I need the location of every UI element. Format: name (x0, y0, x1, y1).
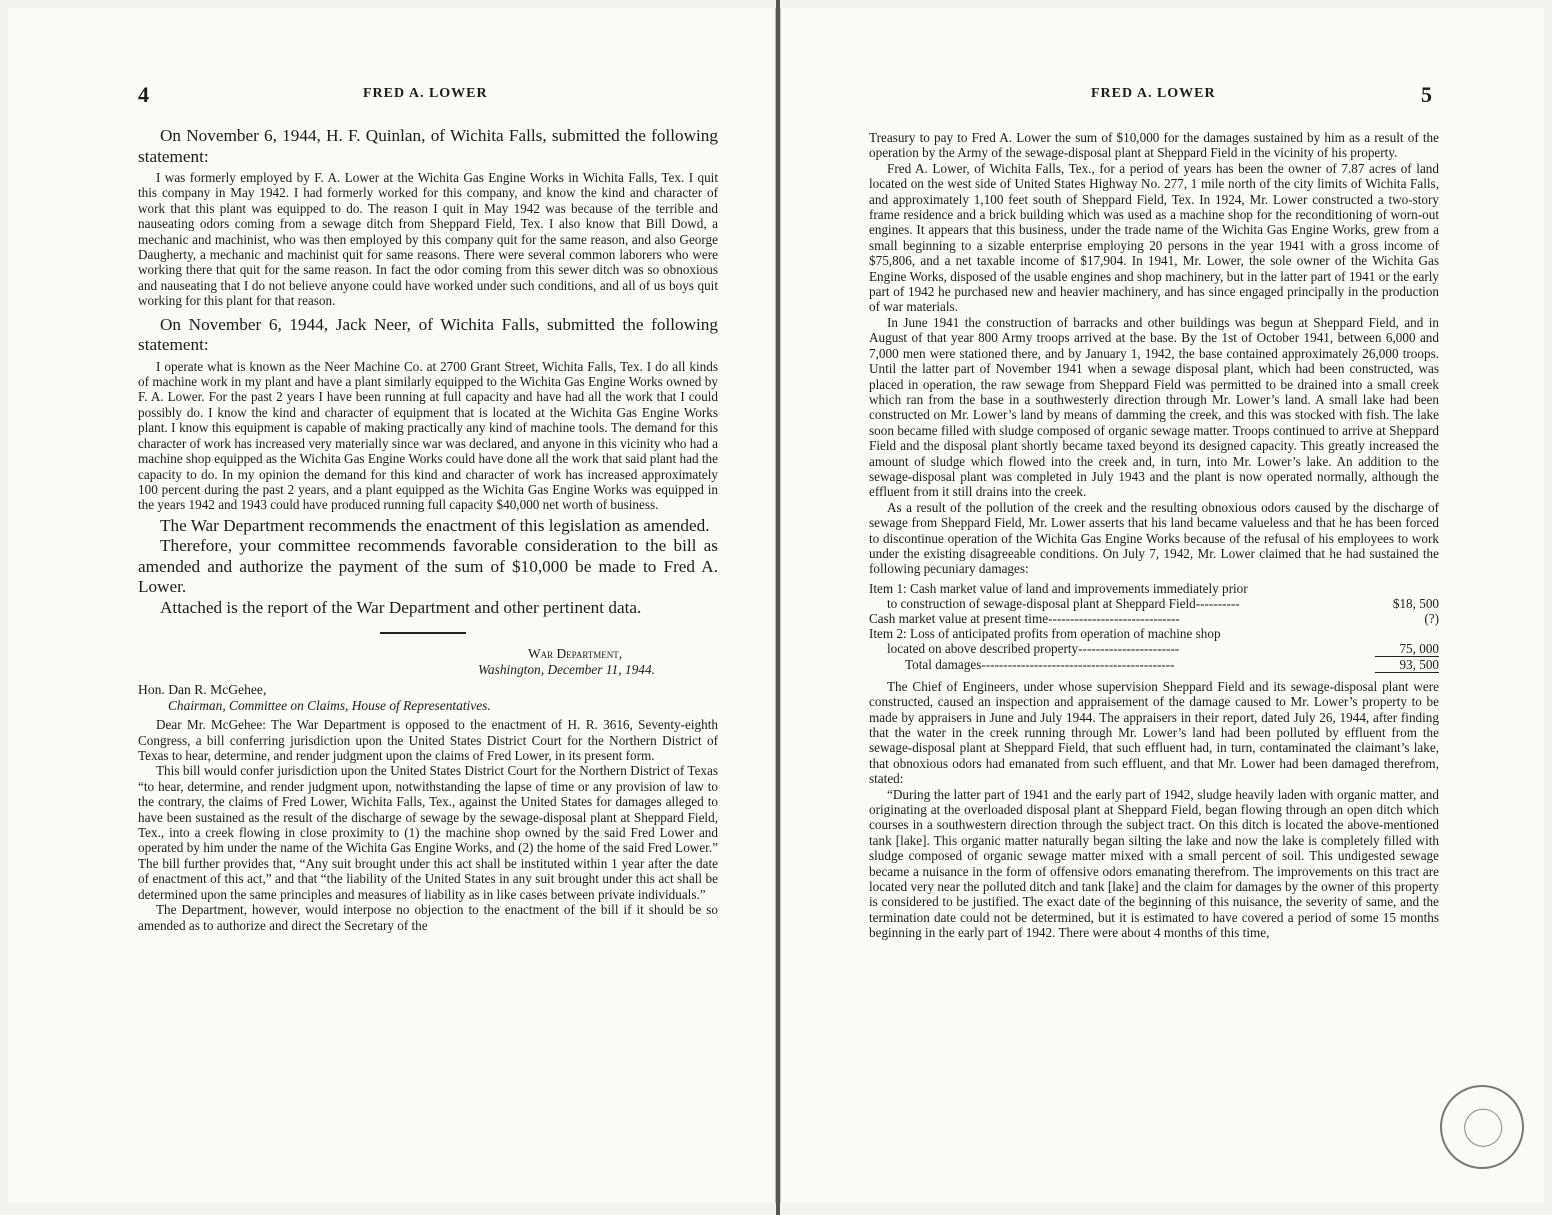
table-row (869, 581, 1439, 596)
running-head: FRED A. LOWER (1091, 86, 1216, 101)
neer-intro: On November 6, 1944, Jack Neer, of Wichita Falls, submitted the following statement: (138, 314, 718, 355)
committee-recommends: Therefore, your committee recommends favorable consideration to the bill as amended and authorize the payment of the sum of $10,000 be made to Fred A. Lower. (138, 536, 718, 597)
item-description: Item 1: Cash market value of land and improvements immediately prior (869, 580, 1248, 596)
appraisers-quote: “During the latter part of 1941 and the early part of 1942, sludge heavily laden with organic matter, and originating at the overloaded disposal plant at Sheppard Field, began flowing through an open ditch which courses in a southwestern direction through the subject tract. On this ditch is located the above-mentioned tank [lake]. This organic matter naturally began silting the lake and now the lake is completely filled with sludge composed of organic sewage matter mixed with a small percent of soil. This undigested sewage became a nuisance in the form of offensive odors emanating therefrom. The improvements on this tract are located very near the polluted ditch and tank [lake] and the claim for damages by the owner of this property is considered to be justified. The exact date of the beginning of this nuisance, the severity of same, and the termination date could not be determined, but it is estimated to have covered a period of some 15 months beginning in the early part of 1942. There were about 4 months of this time, (869, 786, 1439, 941)
total-row (869, 656, 1439, 672)
june-1941-paragraph: In June 1941 the construction of barracks and other buildings was begun at Sheppard Field, and in August of that year 800 Army troops arrived at the base. By the 1st of October 1941, between 6,000 and 7,000 men were stationed there, and by January 1, 1942, the base contained approximately 26,000 troops. Until the latter part of November 1941 when a sewage disposal plant, which had been constructed, was placed in operation, the raw sewage from Sheppard Field was permitted to be drained into a small creek which ran from the base in a southwesterly direction through Mr. Lower’s land. A small lake had been constructed on Mr. Lower’s land by means of damming the creek, and this was stocked with fish. The lake soon became filled with sludge composed of organic sewage matter. Troops continued to arrive at Sheppard Field and the disposal plant shortly became taxed beyond its designed capacity. This greatly increased the amount of sludge which flowed into the creek and, in turn, into Mr. Lower’s lake. An addition to the sewage-disposal plant was completed in July 1943 and the plant is now operated normally, although the effluent from it still drains into the creek. (869, 314, 1439, 500)
item-amount: (?) (1424, 610, 1439, 626)
damages-table (869, 581, 1439, 673)
chief-engineers-paragraph: The Chief of Engineers, under whose supervision Sheppard Field and its sewage-disposal plant were constructed, caused an inspection and appraisement of the damage caused to Mr. Lower’s property to be made by appraisers in June and July 1944. The appraisers in their report, dated July 26, 1944, after finding that the water in the creek running through Mr. Lower’s land had been polluted by effluent from the sewage-disposal plant at Sheppard Field, that such effluent had, in turn, contaminated the claimant’s lake, that obnoxious odors had emanated from such effluent, and that Mr. Lower had been damaged therefrom, stated: (869, 678, 1439, 787)
letter-paragraph-1: Dear Mr. McGehee: The War Department is opposed to the enactment of H. R. 3616, Seventy-eighth Congress, a bill conferring jurisdiction upon the United States District Court for the Northern District of Texas to hear, determine, and render judgment upon the claims of Fred Lower, in its present form. (138, 717, 718, 764)
letterhead-date: Washington, December 11, 1944. (478, 662, 656, 678)
left-column (138, 126, 718, 933)
total-label: Total damages-------------------------------------------- (905, 657, 1175, 673)
item-description: to construction of sewage-disposal plant at Sheppard Field---------- (887, 595, 1240, 611)
war-dept-recommends: The War Department recommends the enactment of this legislation as amended. (160, 515, 710, 535)
quinlan-intro: On November 6, 1944, H. F. Quinlan, of Wichita Falls, submitted the following statement: (138, 126, 718, 166)
owner-paragraph: Fred A. Lower, of Wichita Falls, Tex., for a period of years has been the owner of 7.87 acres of land located on the west side of United States Highway No. 277, 1 mile north of the city limits of Wichita Falls, and approximately 1,100 feet south of Sheppard Field, Tex. In 1924, Mr. Lower constructed a two-story frame residence and a brick building which was used as a machine shop for the reconditioning of worn-out engines. It appears that this business, under the trade name of the Wichita Gas Engine Works, grew from a small beginning to a sizable enterprise employing 20 persons in the year 1941 with a gross income of $75,806, and a net taxable income of $17,904. In 1941, Mr. Lower, the sole owner of the Wichita Gas Engine Works, disposed of the usable engines and shop machinery, but in the latter part of 1941 or the early part of 1942 he purchased new and heavier machinery, and has since engaged principally in the production of war materials. (869, 160, 1439, 315)
letter-paragraph-2: This bill would confer jurisdiction upon the United States District Court for the Northern District of Texas “to hear, determine, and render judgment upon, notwithstanding the lapse of time or any provision of law to the contrary, the claims of Fred Lower, Wichita Falls, Tex., against the United States for damages alleged to have been sustained as the result of the discharge of sewage by the sewage-disposal plant at Sheppard Field, Tex., into a creek flowing in close proximity to (1) the machine shop owned by the said Fred Lower and operated by him under the name of the Wichita Gas Engine Works, and (2) the home of the said Fred Lower.” The bill further provides that, “Any suit brought under this act shall be instituted within 1 year after the date of enactment of this act,” and that “the liability of the United States in any suit brought under this act shall be determined upon the same principles and measures of liability as in like cases between private individuals.” (138, 763, 718, 902)
page-right (780, 8, 1544, 1203)
item-description: located on above described property----------------------- (887, 641, 1180, 657)
table-row (869, 596, 1439, 611)
item-description: Cash market value at present time------------------------------ (869, 610, 1180, 626)
page-number: 5 (1421, 82, 1432, 107)
item-amount: 75, 000 (1375, 641, 1439, 657)
page-number: 4 (138, 82, 149, 107)
pollution-result-paragraph: As a result of the pollution of the creek and the resulting obnoxious odors caused by the discharge of sewage from Sheppard Field, Mr. Lower asserts that his land became valueless and that he has been forced to discontinue operation of the Wichita Gas Engine Works because of the refusal of his employees to work under the existing disagreeable conditions. On July 7, 1942, Mr. Lower claimed that he had sustained the following pecuniary damages: (869, 499, 1439, 577)
item-description: Item 2: Loss of anticipated profits from operation of machine shop (869, 625, 1221, 641)
table-row (869, 611, 1439, 626)
table-row (869, 641, 1439, 657)
attached-note: Attached is the report of the War Department and other pertinent data. (160, 597, 642, 617)
running-head: FRED A. LOWER (363, 86, 488, 101)
total-amount: 93, 500 (1375, 656, 1439, 672)
addressee-title: Chairman, Committee on Claims, House of Representatives. (168, 698, 491, 714)
addressee: Hon. Dan R. McGehee, (138, 682, 267, 698)
quinlan-statement: I was formerly employed by F. A. Lower at the Wichita Gas Engine Works in Wichita Falls, Tex. I quit this company in May 1942. I had formerly worked for this company, and know the kind and character of work that this plant was equipped to do. The reason I quit in May 1942 was because of the terrible and nauseating odors coming from a sewage ditch from Sheppard Field, Tex. I also know that Bill Dowd, a mechanic and machinist, who was then employed by this company quit for the same reason, and also George Daugherty, a mechanic and machinist quit for same reasons. There were several common laborers who were working there that quit for the same reason. In fact the odor coming from this sewer ditch was so obnoxious and nauseating that I do not believe anyone could have worked under such conditions, and all of us boys quit working for this plant for that reason. (138, 170, 718, 309)
table-row (869, 626, 1439, 641)
page-left (8, 8, 776, 1203)
neer-statement: I operate what is known as the Neer Machine Co. at 2700 Grant Street, Wichita Falls, Tex. I do all kinds of machine work in my plant and have a plant similarly equipped to the Wichita Gas Engine Works owned by F. A. Lower. For the past 2 years I have been running at full capacity and have had all the work that I could possibly do. I know the kind and character of equipment that is located at the Wichita Gas Engine Works plant. I know this equipment is capable of making practically any kind of machine tools. The demand for this character of work has increased very materially since war was declared, and anyone in this vicinity who had a machine shop equipped as the Wichita Gas Engine Works could have done all the work that said plant had the capacity to do. In my opinion the demand for this kind and character of work has increased approximately 100 percent during the past 2 years, and a plant equipped as the Wichita Gas Engine Works was equipped in the years 1942 and 1943 could have produced running full capacity $40,000 net worth of business. (138, 358, 718, 513)
continued-paragraph: Treasury to pay to Fred A. Lower the sum of $10,000 for the damages sustained by him as a result of the operation by the Army of the sewage-disposal plant at Sheppard Field in the vicinity of his property. (869, 130, 1439, 161)
item-amount: $18, 500 (1392, 595, 1439, 611)
letter-paragraph-3: The Department, however, would interpose no objection to the enactment of the bill if it should be so amended as to authorize and direct the Secretary of the (138, 902, 718, 933)
letterhead-dept: War Department, (528, 646, 623, 662)
section-divider (380, 632, 466, 634)
right-column (869, 130, 1439, 941)
